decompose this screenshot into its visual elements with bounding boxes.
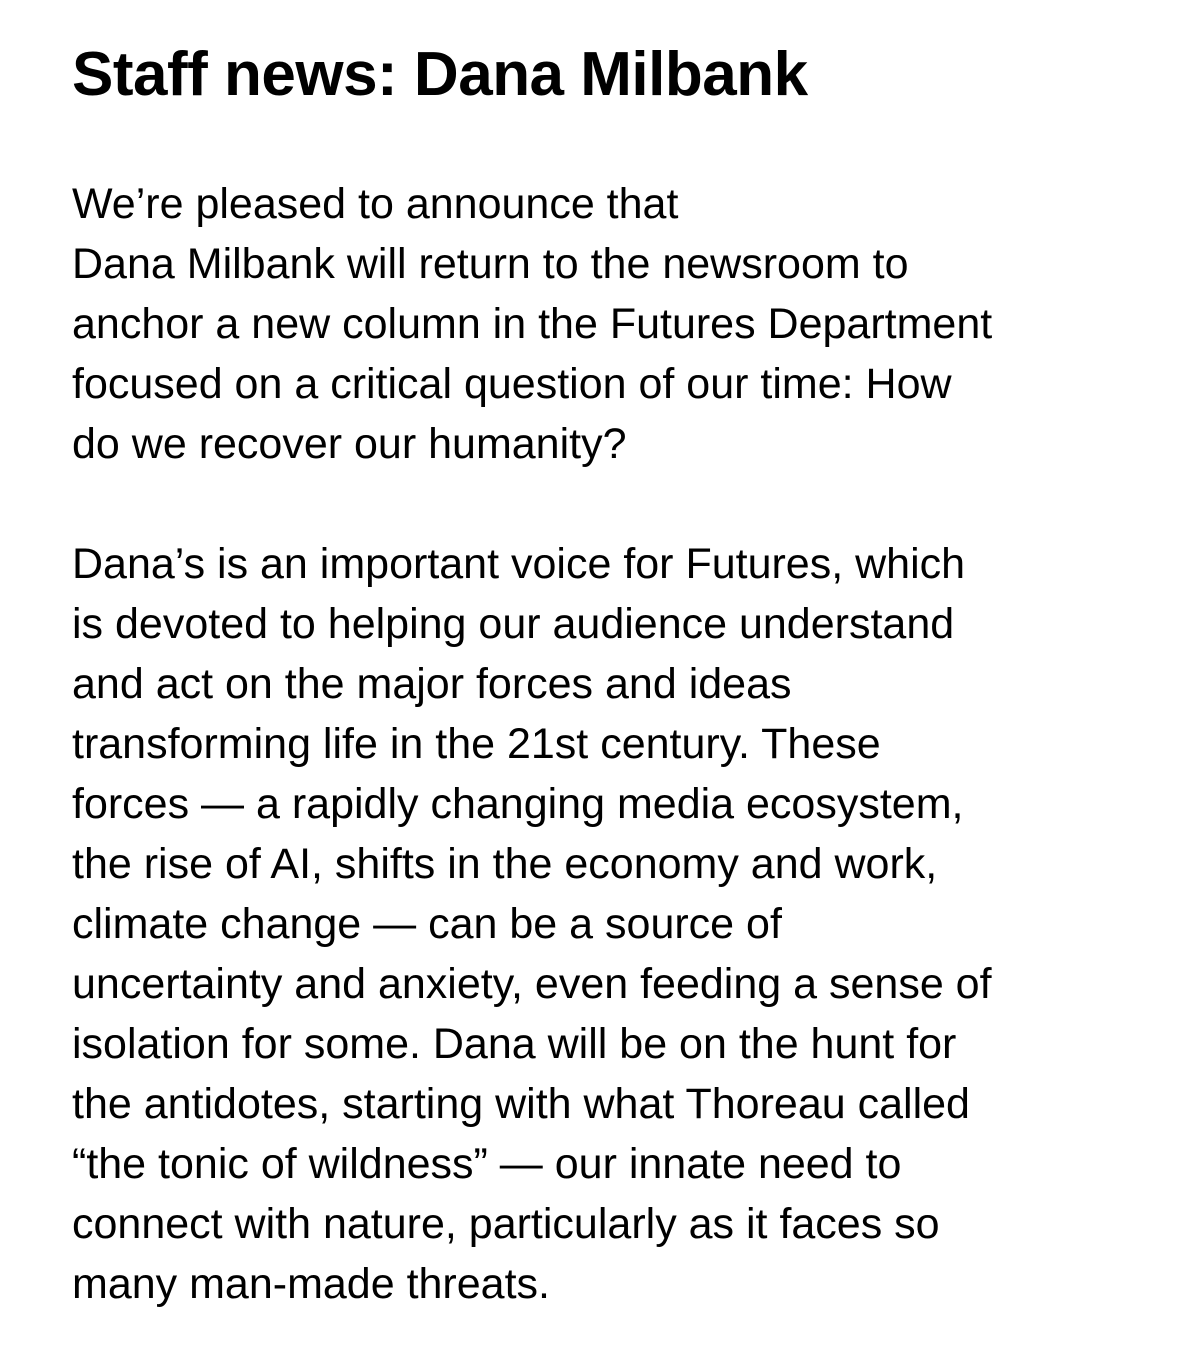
paragraph-line: We’re pleased to announce that	[72, 180, 679, 228]
paragraph-line: connect with nature, particularly as it faces so	[72, 1200, 940, 1248]
paragraph-line: Dana Milbank will return to the newsroom to	[72, 240, 909, 288]
paragraph-line: and act on the major forces and ideas	[72, 660, 792, 708]
paragraph-futures	[72, 534, 1152, 1314]
article	[72, 0, 1152, 1314]
paragraph-line: anchor a new column in the Futures Department	[72, 300, 993, 348]
paragraph-line: the rise of AI, shifts in the economy and work,	[72, 840, 938, 888]
paragraph-line: Dana’s is an important voice for Futures, which	[72, 540, 966, 588]
paragraph-line: many man-made threats.	[72, 1260, 550, 1308]
paragraph-line: do we recover our humanity?	[72, 420, 627, 468]
paragraph-line: transforming life in the 21st century. These	[72, 720, 881, 768]
paragraph-line: is devoted to helping our audience understand	[72, 600, 955, 648]
paragraph-line: focused on a critical question of our time: How	[72, 360, 952, 408]
paragraph-line: climate change — can be a source of	[72, 900, 782, 948]
paragraph-line: isolation for some. Dana will be on the hunt for	[72, 1020, 957, 1068]
paragraph-announcement	[72, 174, 1152, 474]
page-title: Staff news: Dana Milbank	[72, 40, 808, 109]
paragraph-line: “the tonic of wildness” — our innate need to	[72, 1140, 902, 1188]
paragraph-line: forces — a rapidly changing media ecosystem,	[72, 780, 964, 828]
paragraph-line: uncertainty and anxiety, even feeding a sense of	[72, 960, 992, 1008]
paragraph-line: the antidotes, starting with what Thoreau called	[72, 1080, 970, 1128]
